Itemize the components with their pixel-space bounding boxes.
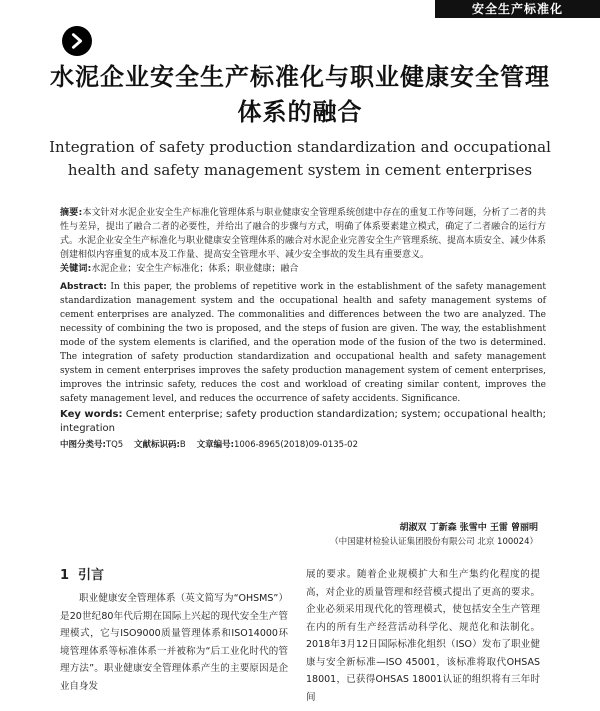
abstract-en-text: In this paper, the problems of repetitive work in the establishment of the safety management standardization management system and the occupational health and safety management systems of cement enterprises are analyzed. The commonalities and differences between the two are analyzed. The necessity of combining the two is proposed, and the steps of fusion are given. The way, the establishment mode of the system elements is clarified, and the operation mode of the fusion of the two is determined. The integration of safety production standardization and occupational health and safety management system in cement enterprises improves the safety production management system of cement enterprises, improves the intrinsic safety, reduces the cost and workload of creating similar content, improves the safety management level, and reduces the occurrence of safety accidents. Significance. [60, 282, 546, 404]
body-paragraph-left: 职业健康安全管理体系（英文简写为“OHSMS”）是20世纪80年代后期在国际上兴起的现代安全生产管理模式，它与ISO9000质量管理体系和ISO14000环境管理体系等标准体系一并被称为“后工业化时代的管理方法”。职业健康安全管理体系产生的主要原因是企业自身发 [60, 593, 288, 692]
arrow-right-circle-icon [62, 26, 92, 56]
classification-line [60, 439, 546, 451]
keywords-en-label: Key words: [60, 409, 123, 420]
keywords-cn [60, 262, 546, 276]
section-header-band [435, 0, 600, 18]
author-affiliation: （中国建材检验认证集团股份有限公司 北京 100024） [330, 537, 538, 547]
article-number-label: 文章编号: [196, 440, 234, 450]
abstract-en-label: Abstract: [60, 282, 107, 292]
abstract-cn-text: 本文针对水泥企业安全生产标准化管理体系与职业健康安全管理系统创建中存在的重复工作等问题，分析了二者的共性与差异，提出了融合二者的必要性，并给出了融合的步骤与方式，明确了体系要素建立模式，确定了二者融合的运行方式。水泥企业安全生产标准化与职业健康安全管理体系的融合对水泥企业完善安全生产管理系统、提高本质安全、减少体系创建相似内容重复的成本及工作量、提高安全管理水平、减少安全事故的发生具有重要意义。 [60, 208, 547, 260]
body-paragraph-right: 展的要求。随着企业规模扩大和生产集约化程度的提高，对企业的质量管理和经营模式提出了更高的要求。企业必须采用现代化的管理模式，使包括安全生产管理在内的所有生产经营活动科学化、规范化和法制化。2018年3月12日国际标准化组织（ISO）发布了职业健康与安全新标准—ISO 45001，该标准将取代OHSAS 18001，已获得OHSAS 18001认证的组织将有三年时间 [306, 569, 540, 703]
article-number-value: 1006-8965(2018)09-0135-02 [233, 440, 358, 450]
doc-code-label: 文献标识码: [134, 440, 180, 450]
arrow-right-icon [68, 32, 86, 50]
article-title-en: Integration of safety production standardization and occupational health and safety management system in cement enterprises [49, 138, 551, 179]
section-title: 引言 [78, 568, 105, 583]
section-number: 1 [60, 568, 70, 583]
abstract-section [60, 206, 546, 451]
clc-label: 中图分类号: [60, 440, 106, 450]
abstract-en [60, 280, 546, 406]
section-heading [60, 566, 288, 586]
clc-value: TQ5 [105, 440, 124, 450]
body-column-left [60, 566, 288, 695]
article-title-cn: 水泥企业安全生产标准化与职业健康安全管理体系的融合 [50, 63, 550, 126]
keywords-en-text: Cement enterprise; safety production standardization; system; occupational health; integration [60, 409, 547, 434]
body-column-right [306, 566, 540, 706]
abstract-cn-label: 摘要: [60, 208, 83, 218]
section-header-label: 安全生产标准化 [471, 2, 563, 16]
abstract-cn [60, 206, 546, 262]
keywords-cn-label: 关键词: [60, 264, 92, 274]
keywords-en [60, 408, 546, 436]
keywords-cn-text: 水泥企业；安全生产标准化；体系；职业健康；融合 [91, 264, 299, 274]
doc-code-value: B [179, 440, 186, 450]
author-list: 胡淑双 丁新森 张雪中 王雷 曾丽明 [399, 523, 538, 533]
